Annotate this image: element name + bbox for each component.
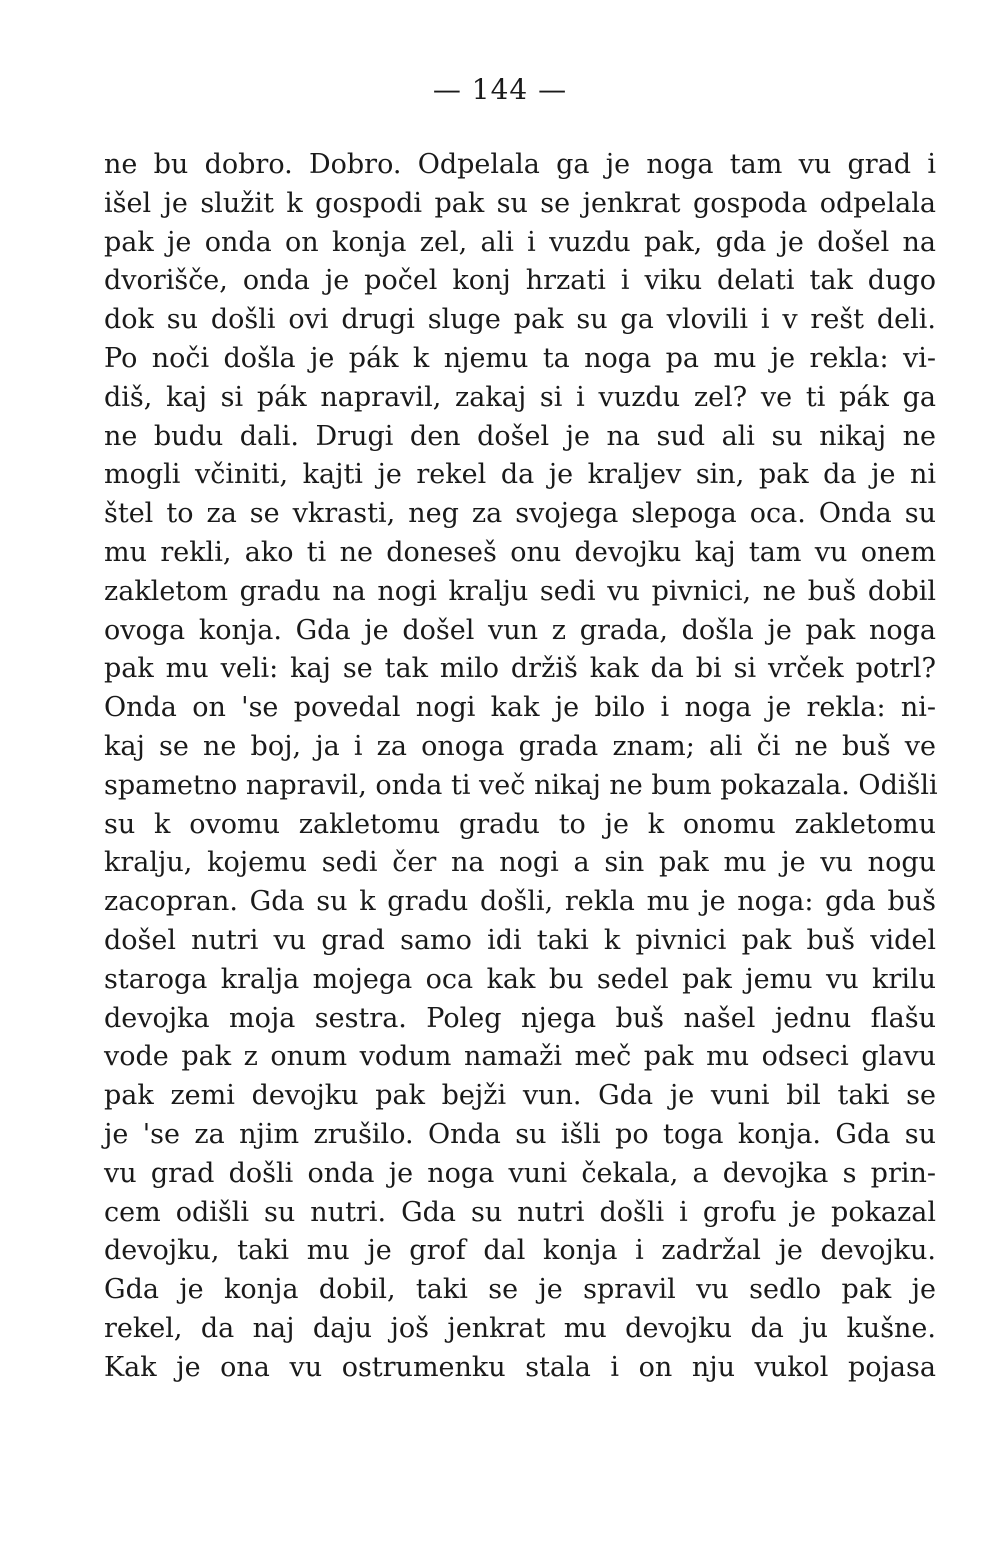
text-line: došel nutri vu grad samo idi taki k pivnici pak buš videl [104,924,936,956]
text-line: štel to za se vkrasti, neg za svojega slepoga oca. Onda su [104,498,936,530]
text-line: pak zemi devojku pak bejži vun. Gda je vuni bil taki se [104,1080,936,1112]
text-line: je 'se za njim zrušilo. Onda su išli po toga konja. Gda su [104,1118,936,1150]
text-line: vu grad došli onda je noga vuni čekala, a devojka s prin- [104,1157,936,1189]
text-line: vode pak z onum vodum namaži meč pak mu odseci glavu [104,1041,936,1073]
text-line: ovoga konja. Gda je došel vun z grada, došla je pak noga [104,614,936,646]
body-text [104,146,936,1388]
text-line: diš, kaj si pák napravil, zakaj si i vuzdu zel? ve ti pák ga [104,381,936,413]
text-line: Po noči došla je pák k njemu ta noga pa mu je rekla: vi- [104,342,936,374]
text-line: kralju, kojemu sedi čer na nogi a sin pak mu je vu nogu [104,847,936,879]
text-line: cem odišli su nutri. Gda su nutri došli i grofu je pokazal [104,1196,936,1228]
text-line: staroga kralja mojega oca kak bu sedel pak jemu vu krilu [104,963,936,995]
text-line: pak mu veli: kaj se tak milo držiš kak da bi si vrček potrl? [104,653,936,685]
text-line: rekel, da naj daju još jenkrat mu devojku da ju kušne. [104,1312,936,1344]
text-line: zakletom gradu na nogi kralju sedi vu pivnici, ne buš dobil [104,575,936,607]
text-line: su k ovomu zakletomu gradu to je k onomu zakletomu [104,808,936,840]
text-line: devojka moja sestra. Poleg njega buš našel jednu flašu [104,1002,936,1034]
text-line: spametno napravil, onda ti več nikaj ne bum pokazala. Odišli [104,769,938,801]
text-line: ne bu dobro. Dobro. Odpelala ga je noga tam vu grad i [104,149,936,180]
text-line: devojku, taki mu je grof dal konja i zadržal je devojku. [104,1235,936,1267]
text-line: Gda je konja dobil, taki se je spravil vu sedlo pak je [104,1274,936,1306]
page-number: — 144 — [432,73,568,106]
text-line: kaj se ne boj, ja i za onoga grada znam; ali či ne buš ve [104,730,936,762]
text-line: mogli včiniti, kajti je rekel da je kraljev sin, pak da je ni [104,459,936,491]
text-line: dok su došli ovi drugi sluge pak su ga vlovili i v rešt deli. [104,304,936,336]
text-line: Onda on 'se povedal nogi kak je bilo i noga je rekla: ni- [104,692,936,724]
text-line: mu rekli, ako ti ne doneseš onu devojku kaj tam vu onem [104,536,936,568]
text-line: išel je služit k gospodi pak su se jenkrat gospoda odpelala [104,187,936,219]
text-line: pak je onda on konja zel, ali i vuzdu pak, gda je došel na [104,226,936,258]
text-line: Kak je ona vu ostrumenku stala i on nju vukol pojasa [104,1351,936,1383]
text-line: zacopran. Gda su k gradu došli, rekla mu je noga: gda buš [104,886,936,918]
text-line: ne budu dali. Drugi den došel je na sud ali su nikaj ne [104,420,936,452]
text-line: dvorišče, onda je počel konj hrzati i viku delati tak dugo [104,265,936,297]
